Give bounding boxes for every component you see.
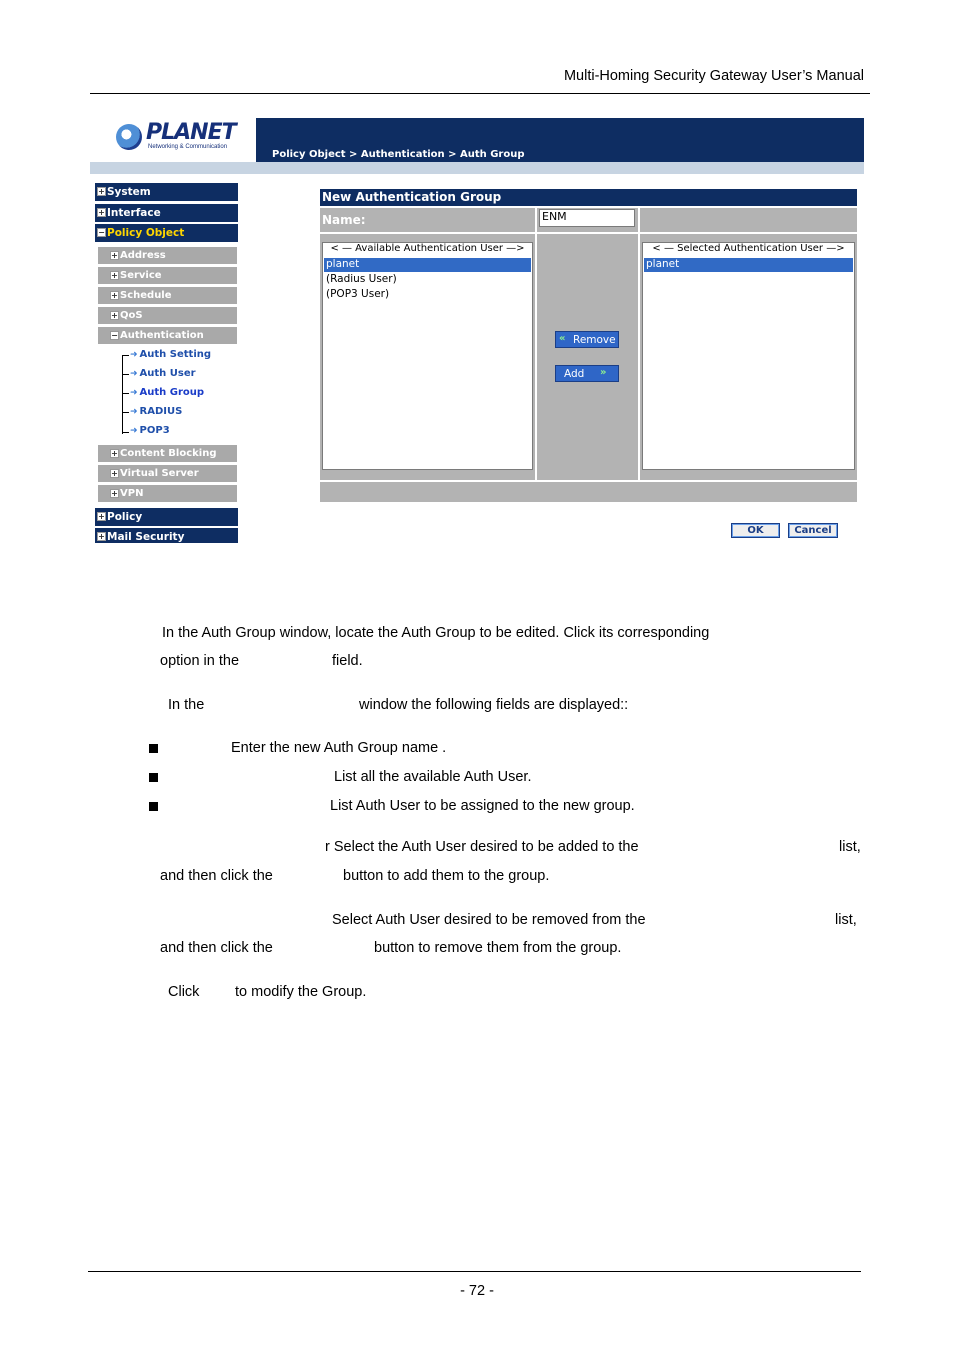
list-item[interactable]: planet (644, 258, 853, 272)
remove-button[interactable]: « Remove (555, 331, 619, 348)
menu-system[interactable]: + System (95, 183, 238, 201)
expand-plus-icon: + (111, 251, 118, 260)
menu-qos[interactable]: + QoS (98, 307, 237, 324)
logo-area (90, 118, 256, 162)
header-rule (90, 93, 870, 94)
form-footer-bar (320, 482, 857, 502)
menu-authentication[interactable]: − Authentication (98, 327, 237, 344)
paragraph-line: option in the (160, 653, 240, 669)
paragraph-line: Select Auth User desired to be removed from the (332, 912, 646, 928)
paragraph-line: and then click the (160, 868, 273, 884)
cancel-button[interactable]: Cancel (788, 523, 838, 538)
banner-strip (90, 162, 864, 174)
expand-plus-icon: + (111, 271, 118, 280)
paragraph-line: In the (168, 697, 205, 713)
menu-auth-setting[interactable]: ➜ Auth Setting (130, 349, 212, 360)
bullet-icon (149, 744, 158, 753)
paragraph-line: button to add them to the group. (343, 868, 550, 884)
paragraph-line: Click (168, 984, 200, 1000)
menu-mail-security[interactable]: + Mail Security (95, 528, 238, 543)
expand-plus-icon: + (111, 449, 118, 458)
bullet-icon (149, 802, 158, 811)
top-banner (256, 118, 864, 162)
expand-plus-icon: + (98, 187, 105, 196)
name-label-cell: Name: (320, 208, 535, 232)
expand-plus-icon: + (98, 532, 105, 541)
paragraph-line: and then click the (160, 940, 273, 956)
breadcrumb: Policy Object > Authentication > Auth Group (272, 149, 525, 160)
double-left-arrow-icon: « (559, 333, 566, 344)
menu-vpn[interactable]: + VPN (98, 485, 237, 502)
paragraph-line: field. (332, 653, 363, 669)
bullet-icon (149, 773, 158, 782)
available-list-header: < — Available Authentication User —> (330, 243, 525, 254)
tree-branch (122, 432, 129, 433)
add-button[interactable]: Add » (555, 365, 619, 382)
group-name-input[interactable]: ENM (539, 209, 635, 227)
menu-interface[interactable]: + Interface (95, 204, 238, 222)
expand-plus-icon: + (111, 311, 118, 320)
expand-plus-icon: + (111, 469, 118, 478)
menu-auth-group[interactable]: ➜ Auth Group (130, 387, 205, 398)
page-number: - 72 - (460, 1283, 494, 1299)
footer-rule (88, 1271, 861, 1272)
arrow-icon: ➜ (130, 388, 138, 398)
tree-branch (122, 412, 129, 413)
list-item[interactable]: (POP3 User) (326, 288, 390, 300)
gateway-screenshot (90, 118, 864, 546)
tree-branch (122, 355, 129, 356)
menu-service[interactable]: + Service (98, 267, 237, 284)
collapse-minus-icon: − (98, 228, 105, 237)
tree-line (122, 355, 123, 434)
ok-button[interactable]: OK (731, 523, 780, 538)
form-title: New Authentication Group (320, 189, 857, 206)
list-item[interactable]: planet (324, 258, 531, 272)
logo-text: PLANET (146, 120, 236, 145)
tree-branch (122, 374, 129, 375)
available-list-cell (320, 234, 535, 480)
bullet-text: Enter the new Auth Group name . (231, 740, 447, 756)
planet-logo-icon (116, 124, 142, 150)
paragraph-line: r Select the Auth User desired to be added to the (325, 839, 639, 855)
double-right-arrow-icon: » (600, 367, 607, 378)
bullet-text: List all the available Auth User. (334, 769, 532, 785)
expand-plus-icon: + (98, 512, 105, 521)
paragraph-line: In the Auth Group window, locate the Auth Group to be edited. Click its corresponding (162, 625, 710, 641)
selected-list-header: < — Selected Authentication User —> (652, 243, 845, 254)
menu-address[interactable]: + Address (98, 247, 237, 264)
menu-schedule[interactable]: + Schedule (98, 287, 237, 304)
expand-plus-icon: + (111, 489, 118, 498)
menu-radius[interactable]: ➜ RADIUS (130, 406, 183, 417)
paragraph-line: list, (835, 912, 857, 928)
empty-header-cell (640, 208, 857, 232)
transfer-buttons-cell (537, 234, 638, 480)
expand-plus-icon: + (111, 291, 118, 300)
menu-policy[interactable]: + Policy (95, 508, 238, 526)
selected-list-cell (640, 234, 857, 480)
arrow-icon: ➜ (130, 426, 138, 436)
arrow-icon: ➜ (130, 369, 138, 379)
arrow-icon: ➜ (130, 407, 138, 417)
logo-tagline: Networking & Communication (148, 144, 228, 150)
paragraph-line: button to remove them from the group. (374, 940, 622, 956)
paragraph-line: to modify the Group. (235, 984, 367, 1000)
list-item[interactable]: (Radius User) (326, 273, 397, 285)
menu-content-blocking[interactable]: + Content Blocking (98, 445, 237, 462)
collapse-minus-icon: − (111, 331, 118, 340)
tree-branch (122, 393, 129, 394)
expand-plus-icon: + (98, 208, 105, 217)
menu-policy-object[interactable]: − Policy Object (95, 224, 238, 242)
bullet-text: List Auth User to be assigned to the new group. (330, 798, 635, 814)
selected-user-list[interactable] (642, 242, 855, 470)
menu-auth-user[interactable]: ➜ Auth User (130, 368, 196, 379)
available-user-list[interactable] (322, 242, 533, 470)
menu-pop3[interactable]: ➜ POP3 (130, 425, 170, 436)
menu-virtual-server[interactable]: + Virtual Server (98, 465, 237, 482)
manual-title: Multi-Homing Security Gateway User’s Manual (563, 68, 864, 84)
paragraph-line: window the following fields are displayed:: (359, 697, 629, 713)
arrow-icon: ➜ (130, 350, 138, 360)
paragraph-line: list, (839, 839, 861, 855)
